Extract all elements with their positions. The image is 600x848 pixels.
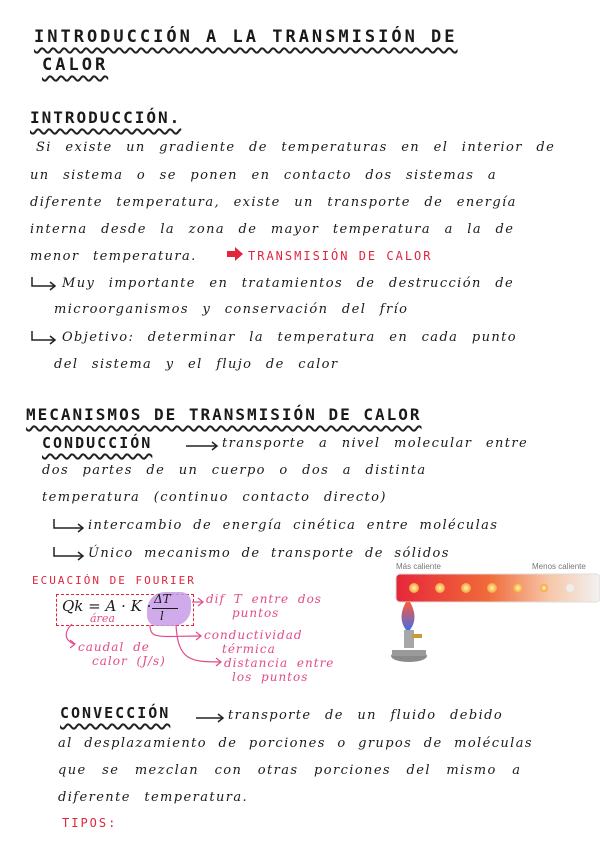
intro-bullet-1b: microorganismos y conservación del frío <box>54 302 409 317</box>
cold-label: Menos caliente <box>532 562 586 571</box>
area-note: área <box>90 612 115 625</box>
intro-bullet-1a: Muy importante en tratamientos de destrucción de <box>62 276 515 291</box>
ann-dif-t-1: dif T entre dos <box>206 592 322 606</box>
ann-conduct-1: conductividad <box>204 628 303 642</box>
ann-dist-1: distancia entre <box>224 656 335 670</box>
arrow-right-icon <box>196 708 226 727</box>
ann-dif-t-2: puntos <box>232 606 280 620</box>
intro-line-4: interna desde la zona de mayor temperatura a la de <box>30 222 515 237</box>
conveccion-line-3: que se mezclan con otras porciones del mismo a <box>58 763 522 778</box>
tipos-label: TIPOS: <box>62 816 118 830</box>
hot-label: Más caliente <box>396 562 441 571</box>
heat-conduction-illustration <box>384 570 600 670</box>
intro-bullet-2b: del sistema y el flujo de calor <box>54 357 339 372</box>
conveccion-line-4: diferente temperatura. <box>58 790 249 805</box>
conveccion-line-2: al desplazamiento de porciones o grupos de moléculas <box>58 736 533 751</box>
intro-line-5: menor temperatura. <box>30 249 197 264</box>
intro-line-2: un sistema o se ponen en contacto dos sistemas a <box>30 168 497 183</box>
intro-bullet-2a: Objetivo: determinar la temperatura en cada punto <box>62 330 517 345</box>
intro-heading: INTRODUCCIÓN. <box>30 108 182 127</box>
ann-conduct-2: térmica <box>222 642 276 656</box>
conduccion-line-3: temperatura (continuo contacto directo) <box>42 490 387 505</box>
intro-line-3: diferente temperatura, existe un transporte de energía <box>30 195 517 210</box>
ann-dist-2: los puntos <box>232 670 309 684</box>
formula-numerator: ΔT <box>154 592 171 606</box>
page-title-line1: INTRODUCCIÓN A LA TRANSMISIÓN DE <box>34 27 458 47</box>
conduccion-label: CONDUCCIÓN <box>42 434 153 452</box>
conduccion-line-2: dos partes de un cuerpo o dos a distinta <box>42 463 427 478</box>
ann-caudal-2: calor (J/s) <box>92 654 166 668</box>
mecanismos-heading: MECANISMOS DE TRANSMISIÓN DE CALOR <box>26 405 422 424</box>
conveccion-label: CONVECCIÓN <box>60 704 171 722</box>
conduccion-bullet-2: Único mecanismo de transporte de sólidos <box>88 546 450 561</box>
formula-left: Qk = A · K · <box>62 597 152 615</box>
ann-caudal-1: caudal de <box>78 640 150 654</box>
intro-line-1: Si existe un gradiente de temperaturas en el interior de <box>36 140 556 155</box>
conduccion-bullet-1: intercambio de energía cinética entre moléculas <box>88 518 499 533</box>
fourier-label: ECUACIÓN DE FOURIER <box>32 574 196 587</box>
conduccion-line-1: transporte a nivel molecular entre <box>222 436 529 451</box>
transmision-highlight: TRANSMISIÓN DE CALOR <box>248 249 433 263</box>
formula-denominator: l <box>160 609 164 623</box>
page-title-line2: CALOR <box>42 55 109 75</box>
conveccion-line-1: transporte de un fluido debido <box>228 708 504 723</box>
